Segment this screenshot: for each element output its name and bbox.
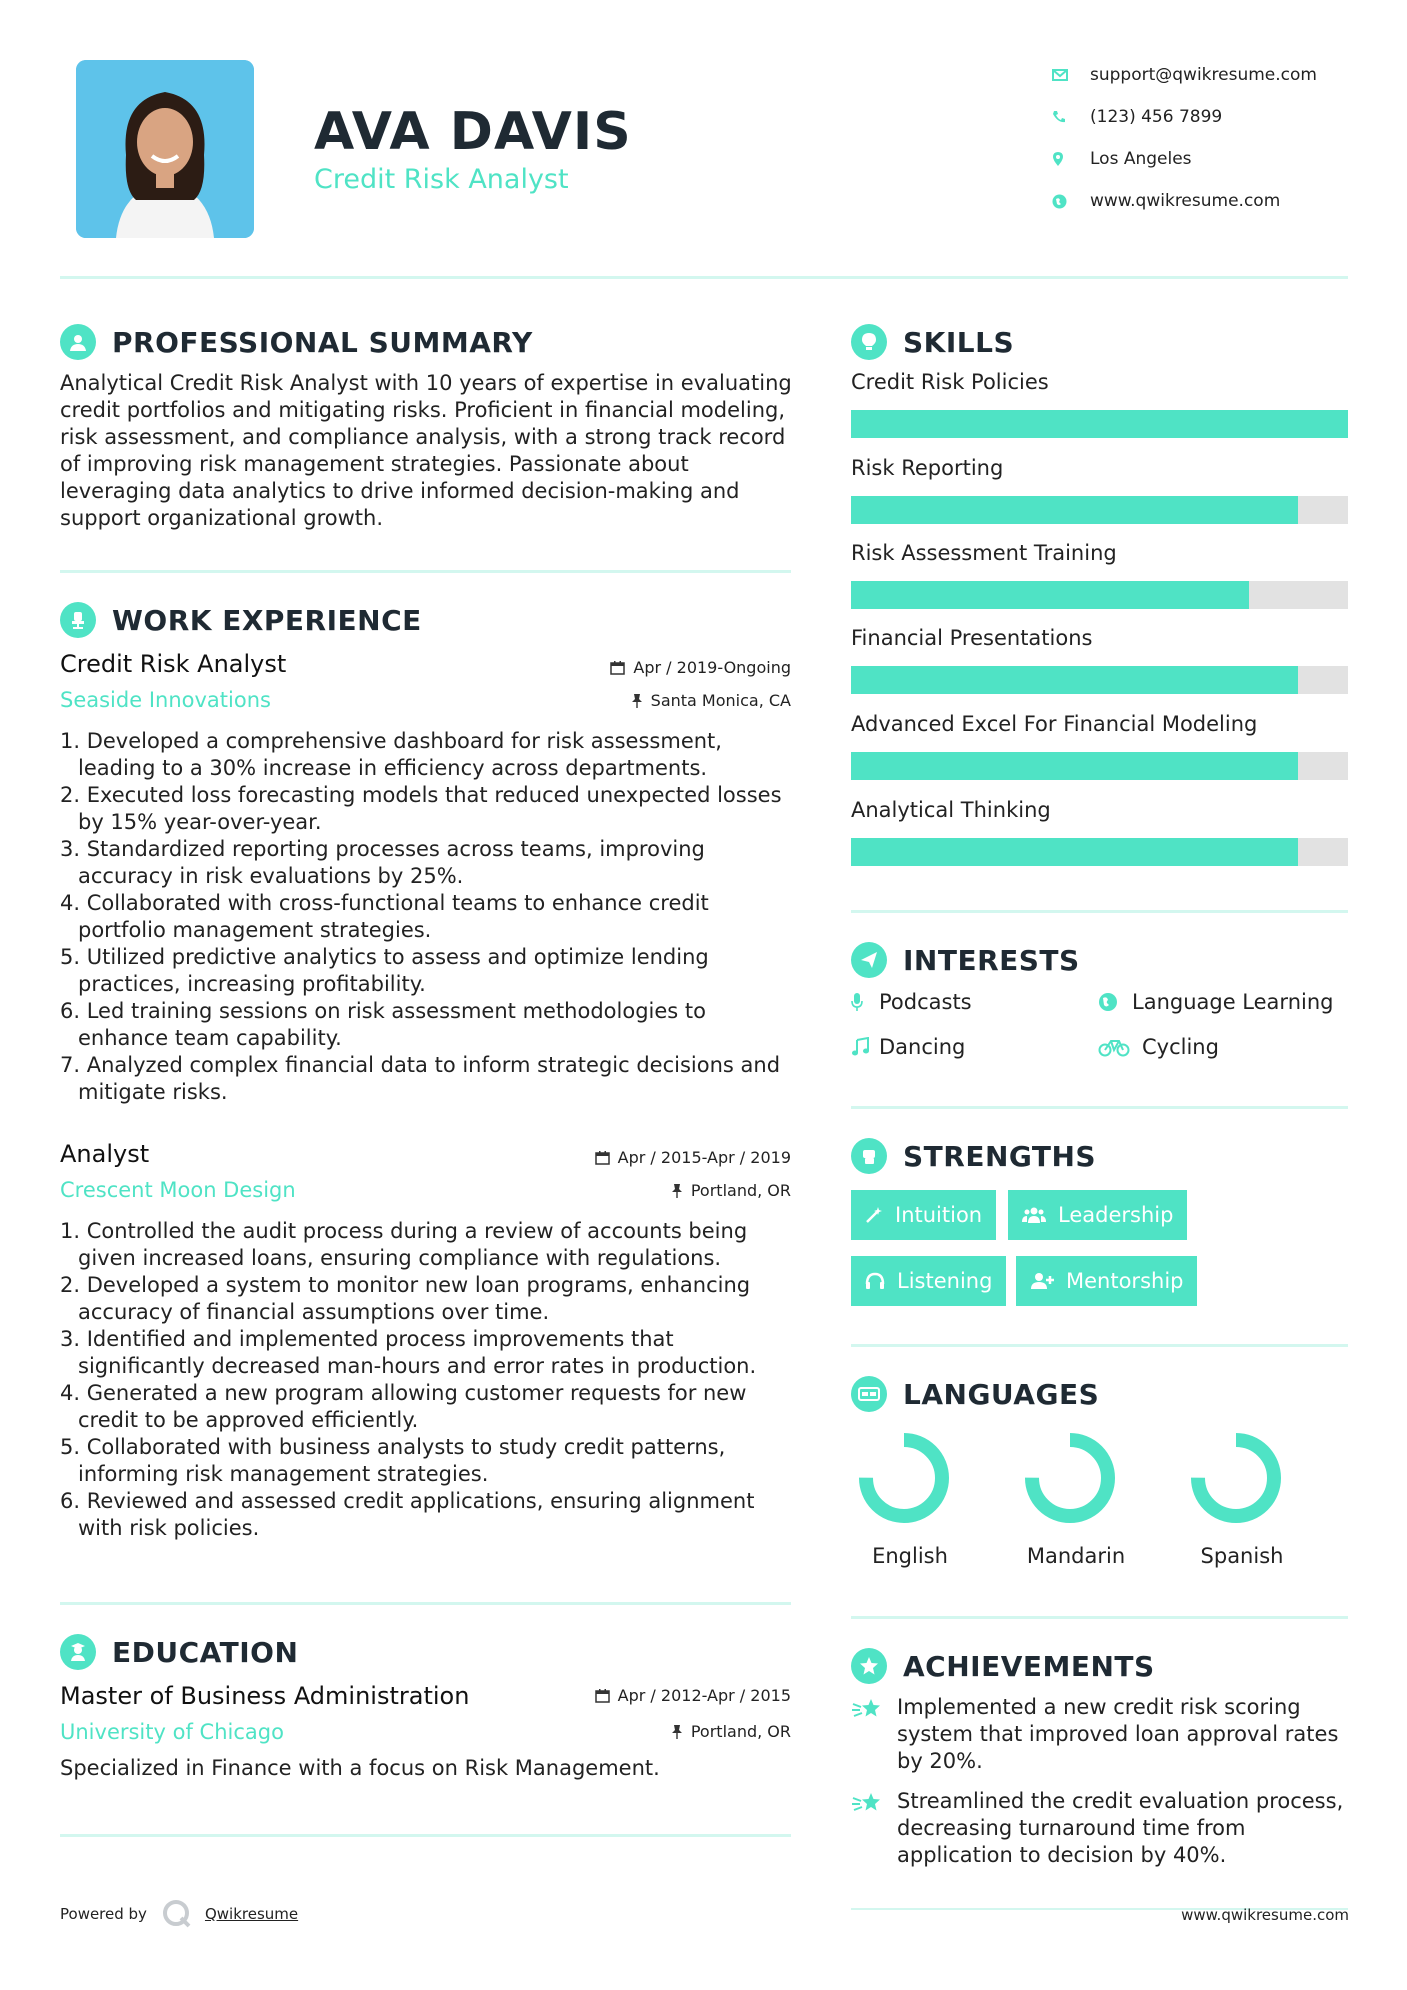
achievements-heading bbox=[851, 1648, 1155, 1684]
contact-website-text: www.qwikresume.com bbox=[1090, 191, 1281, 211]
list-item: 7. Analyzed complex financial data to inform strategic decisions and mitigate risks. bbox=[60, 1053, 781, 1104]
skill-bar-fill bbox=[851, 496, 1298, 524]
summary-divider bbox=[60, 570, 791, 573]
list-item: 2. Developed a system to monitor new loan programs, enhancing accuracy of financial assumptions over time. bbox=[60, 1273, 751, 1324]
job-dates-text: Apr / 2019-Ongoing bbox=[633, 658, 791, 677]
skills-divider bbox=[851, 910, 1348, 913]
interest-label: Podcasts bbox=[879, 990, 972, 1014]
footer-website[interactable]: www.qwikresume.com bbox=[1181, 1906, 1349, 1924]
language-card-icon bbox=[851, 1376, 887, 1412]
candidate-title: Credit Risk Analyst bbox=[314, 164, 569, 195]
contact-phone-text: (123) 456 7899 bbox=[1090, 107, 1223, 127]
education-location-text: Portland, OR bbox=[690, 1722, 791, 1741]
list-item: 3. Standardized reporting processes across teams, improving accuracy in risk evaluations by 25%. bbox=[60, 837, 705, 888]
powered-by-text: Powered by bbox=[60, 1905, 147, 1923]
job-location bbox=[631, 691, 791, 710]
skills-title: SKILLS bbox=[903, 325, 1015, 359]
language-ring bbox=[856, 1430, 952, 1526]
school-name: University of Chicago bbox=[60, 1720, 284, 1744]
summary-text: Analytical Credit Risk Analyst with 10 years of expertise in evaluating credit portfolios and mitigating risks. Proficient in financial modeling, risk assessment, and compliance analysis, with a strong track record of improving risk management strategies. Passionate about leveraging data analytics to drive informed decision-making and support organizational growth. bbox=[60, 371, 792, 530]
fist-icon bbox=[851, 1138, 887, 1174]
contact-website[interactable] bbox=[1052, 180, 1317, 222]
globe-icon bbox=[1052, 194, 1090, 209]
interests-title: INTERESTS bbox=[903, 943, 1080, 977]
music-icon bbox=[851, 1037, 879, 1057]
skill-bar bbox=[851, 752, 1348, 780]
education-description: Specialized in Finance with a focus on Risk Management. bbox=[60, 1756, 660, 1780]
profile-photo bbox=[76, 60, 254, 238]
globe-icon bbox=[1098, 992, 1132, 1012]
skill-bar-fill bbox=[851, 838, 1298, 866]
skill-label: Financial Presentations bbox=[851, 626, 1093, 650]
job-location bbox=[671, 1181, 791, 1200]
skill-bar bbox=[851, 838, 1348, 866]
strengths-title: STRENGTHS bbox=[903, 1139, 1097, 1173]
skill-bar-fill bbox=[851, 666, 1298, 694]
summary-heading bbox=[60, 324, 533, 360]
education-heading bbox=[60, 1634, 298, 1670]
list-item: 4. Collaborated with cross-functional teams to enhance credit portfolio management strategies. bbox=[60, 891, 709, 942]
calendar-icon bbox=[610, 660, 625, 675]
skill-bar bbox=[851, 410, 1348, 438]
languages-divider bbox=[851, 1616, 1348, 1619]
magic-wand-icon bbox=[865, 1206, 883, 1224]
user-plus-icon bbox=[1030, 1272, 1054, 1290]
list-item: 6. Reviewed and assessed credit applications, ensuring alignment with risk policies. bbox=[60, 1489, 755, 1540]
paper-plane-icon bbox=[851, 942, 887, 978]
summary-title: PROFESSIONAL SUMMARY bbox=[112, 325, 533, 359]
experience-heading bbox=[60, 602, 422, 638]
language-label: English bbox=[872, 1544, 948, 1568]
list-item: 5. Utilized predictive analytics to assess and optimize lending practices, increasing profitability. bbox=[60, 945, 709, 996]
experience-divider bbox=[60, 1602, 791, 1605]
graduate-icon bbox=[60, 1634, 96, 1670]
skill-label: Risk Assessment Training bbox=[851, 541, 1117, 565]
map-pin-icon bbox=[1052, 151, 1090, 167]
interests-divider bbox=[851, 1106, 1348, 1109]
job-duties-list bbox=[60, 1218, 800, 1542]
microphone-icon bbox=[851, 992, 879, 1012]
language-ring bbox=[1188, 1430, 1284, 1526]
calendar-icon bbox=[595, 1688, 610, 1703]
list-item: 1. Controlled the audit process during a review of accounts being given increased loans, ensuring compliance with regulations. bbox=[60, 1219, 748, 1270]
interest-item bbox=[851, 990, 972, 1014]
job-duties-list bbox=[60, 728, 800, 1106]
languages-heading bbox=[851, 1376, 1099, 1412]
achievement-text: Implemented a new credit risk scoring system that improved loan approval rates by 20%. bbox=[897, 1695, 1339, 1773]
interest-item bbox=[1098, 1035, 1219, 1059]
header-divider bbox=[60, 276, 1348, 279]
interest-item bbox=[851, 1035, 965, 1059]
achievements-title: ACHIEVEMENTS bbox=[903, 1649, 1155, 1683]
strengths-heading bbox=[851, 1138, 1096, 1174]
footer-powered-by bbox=[60, 1898, 298, 1930]
company-name: Crescent Moon Design bbox=[60, 1178, 296, 1202]
pushpin-icon bbox=[631, 693, 643, 708]
job-title: Analyst bbox=[60, 1140, 150, 1168]
list-item: 2. Executed loss forecasting models that reduced unexpected losses by 15% year-over-year. bbox=[60, 783, 782, 834]
skill-bar-fill bbox=[851, 410, 1348, 438]
interest-label: Language Learning bbox=[1132, 990, 1334, 1014]
skill-label: Advanced Excel For Financial Modeling bbox=[851, 712, 1258, 736]
degree-title: Master of Business Administration bbox=[60, 1682, 470, 1710]
contact-location-text: Los Angeles bbox=[1090, 149, 1192, 169]
strength-label: Mentorship bbox=[1066, 1269, 1184, 1293]
list-item: 4. Generated a new program allowing customer requests for new credit to be approved efficiently. bbox=[60, 1381, 747, 1432]
skill-bar-fill bbox=[851, 581, 1249, 609]
job-location-text: Santa Monica, CA bbox=[650, 691, 791, 710]
job-dates-text: Apr / 2015-Apr / 2019 bbox=[617, 1148, 791, 1167]
achievement-item bbox=[851, 1788, 1351, 1869]
education-location bbox=[671, 1722, 791, 1741]
interests-heading bbox=[851, 942, 1080, 978]
contact-email[interactable] bbox=[1052, 54, 1317, 96]
pushpin-icon bbox=[671, 1183, 683, 1198]
list-item: 6. Led training sessions on risk assessment methodologies to enhance team capability. bbox=[60, 999, 706, 1050]
job-dates bbox=[595, 1148, 791, 1167]
contact-location bbox=[1052, 138, 1317, 180]
strength-label: Listening bbox=[897, 1269, 993, 1293]
lightbulb-icon bbox=[851, 324, 887, 360]
qwikresume-logo-icon bbox=[161, 1898, 193, 1930]
contact-email-text: support@qwikresume.com bbox=[1090, 65, 1317, 85]
interest-item bbox=[1098, 990, 1333, 1014]
strength-chip bbox=[1008, 1190, 1187, 1240]
list-item: 5. Collaborated with business analysts to study credit patterns, informing risk management strategies. bbox=[60, 1435, 726, 1486]
bicycle-icon bbox=[1098, 1037, 1142, 1057]
user-icon bbox=[60, 324, 96, 360]
education-divider bbox=[60, 1834, 791, 1837]
strength-chip bbox=[851, 1190, 996, 1240]
skill-bar bbox=[851, 581, 1348, 609]
skills-heading bbox=[851, 324, 1014, 360]
language-label: Mandarin bbox=[1026, 1544, 1126, 1568]
contact-list bbox=[1052, 54, 1317, 222]
language-ring bbox=[1022, 1430, 1118, 1526]
contact-phone[interactable] bbox=[1052, 96, 1317, 138]
experience-title: WORK EXPERIENCE bbox=[112, 603, 422, 637]
languages-title: LANGUAGES bbox=[903, 1377, 1100, 1411]
star-badge-icon bbox=[851, 1648, 887, 1684]
skill-bar-fill bbox=[851, 752, 1298, 780]
phone-icon bbox=[1052, 110, 1090, 124]
strength-label: Leadership bbox=[1058, 1203, 1174, 1227]
education-dates-text: Apr / 2012-Apr / 2015 bbox=[617, 1686, 791, 1705]
chair-icon bbox=[60, 602, 96, 638]
group-icon bbox=[1022, 1206, 1046, 1224]
shooting-star-icon bbox=[851, 1694, 897, 1775]
candidate-name: AVA DAVIS bbox=[314, 102, 632, 162]
list-item: 1. Developed a comprehensive dashboard for risk assessment, leading to a 30% increase in efficiency across departments. bbox=[60, 729, 722, 780]
skill-bar bbox=[851, 666, 1348, 694]
strength-label: Intuition bbox=[895, 1203, 983, 1227]
job-dates bbox=[610, 658, 791, 677]
skill-label: Credit Risk Policies bbox=[851, 370, 1049, 394]
skill-bar bbox=[851, 496, 1348, 524]
company-name: Seaside Innovations bbox=[60, 688, 271, 712]
skill-label: Analytical Thinking bbox=[851, 798, 1051, 822]
interest-label: Dancing bbox=[879, 1035, 966, 1059]
job-location-text: Portland, OR bbox=[690, 1181, 791, 1200]
headphones-icon bbox=[865, 1272, 885, 1290]
strengths-divider bbox=[851, 1344, 1348, 1347]
list-item: 3. Identified and implemented process improvements that significantly decreased man-hours and error rates in production. bbox=[60, 1327, 757, 1378]
brand-link[interactable]: Qwikresume bbox=[204, 1905, 299, 1923]
strength-chip bbox=[851, 1256, 1006, 1306]
skill-label: Risk Reporting bbox=[851, 456, 1004, 480]
education-dates bbox=[595, 1686, 791, 1705]
envelope-icon bbox=[1052, 69, 1090, 81]
strength-chip bbox=[1016, 1256, 1197, 1306]
job-title: Credit Risk Analyst bbox=[60, 650, 287, 678]
calendar-icon bbox=[595, 1150, 610, 1165]
language-label: Spanish bbox=[1200, 1544, 1284, 1568]
pushpin-icon bbox=[671, 1724, 683, 1739]
education-title: EDUCATION bbox=[112, 1635, 299, 1669]
interest-label: Cycling bbox=[1142, 1035, 1219, 1059]
achievement-item bbox=[851, 1694, 1351, 1775]
shooting-star-icon bbox=[851, 1788, 897, 1869]
achievement-text: Streamlined the credit evaluation process, decreasing turnaround time from application to decision by 40%. bbox=[897, 1789, 1344, 1867]
